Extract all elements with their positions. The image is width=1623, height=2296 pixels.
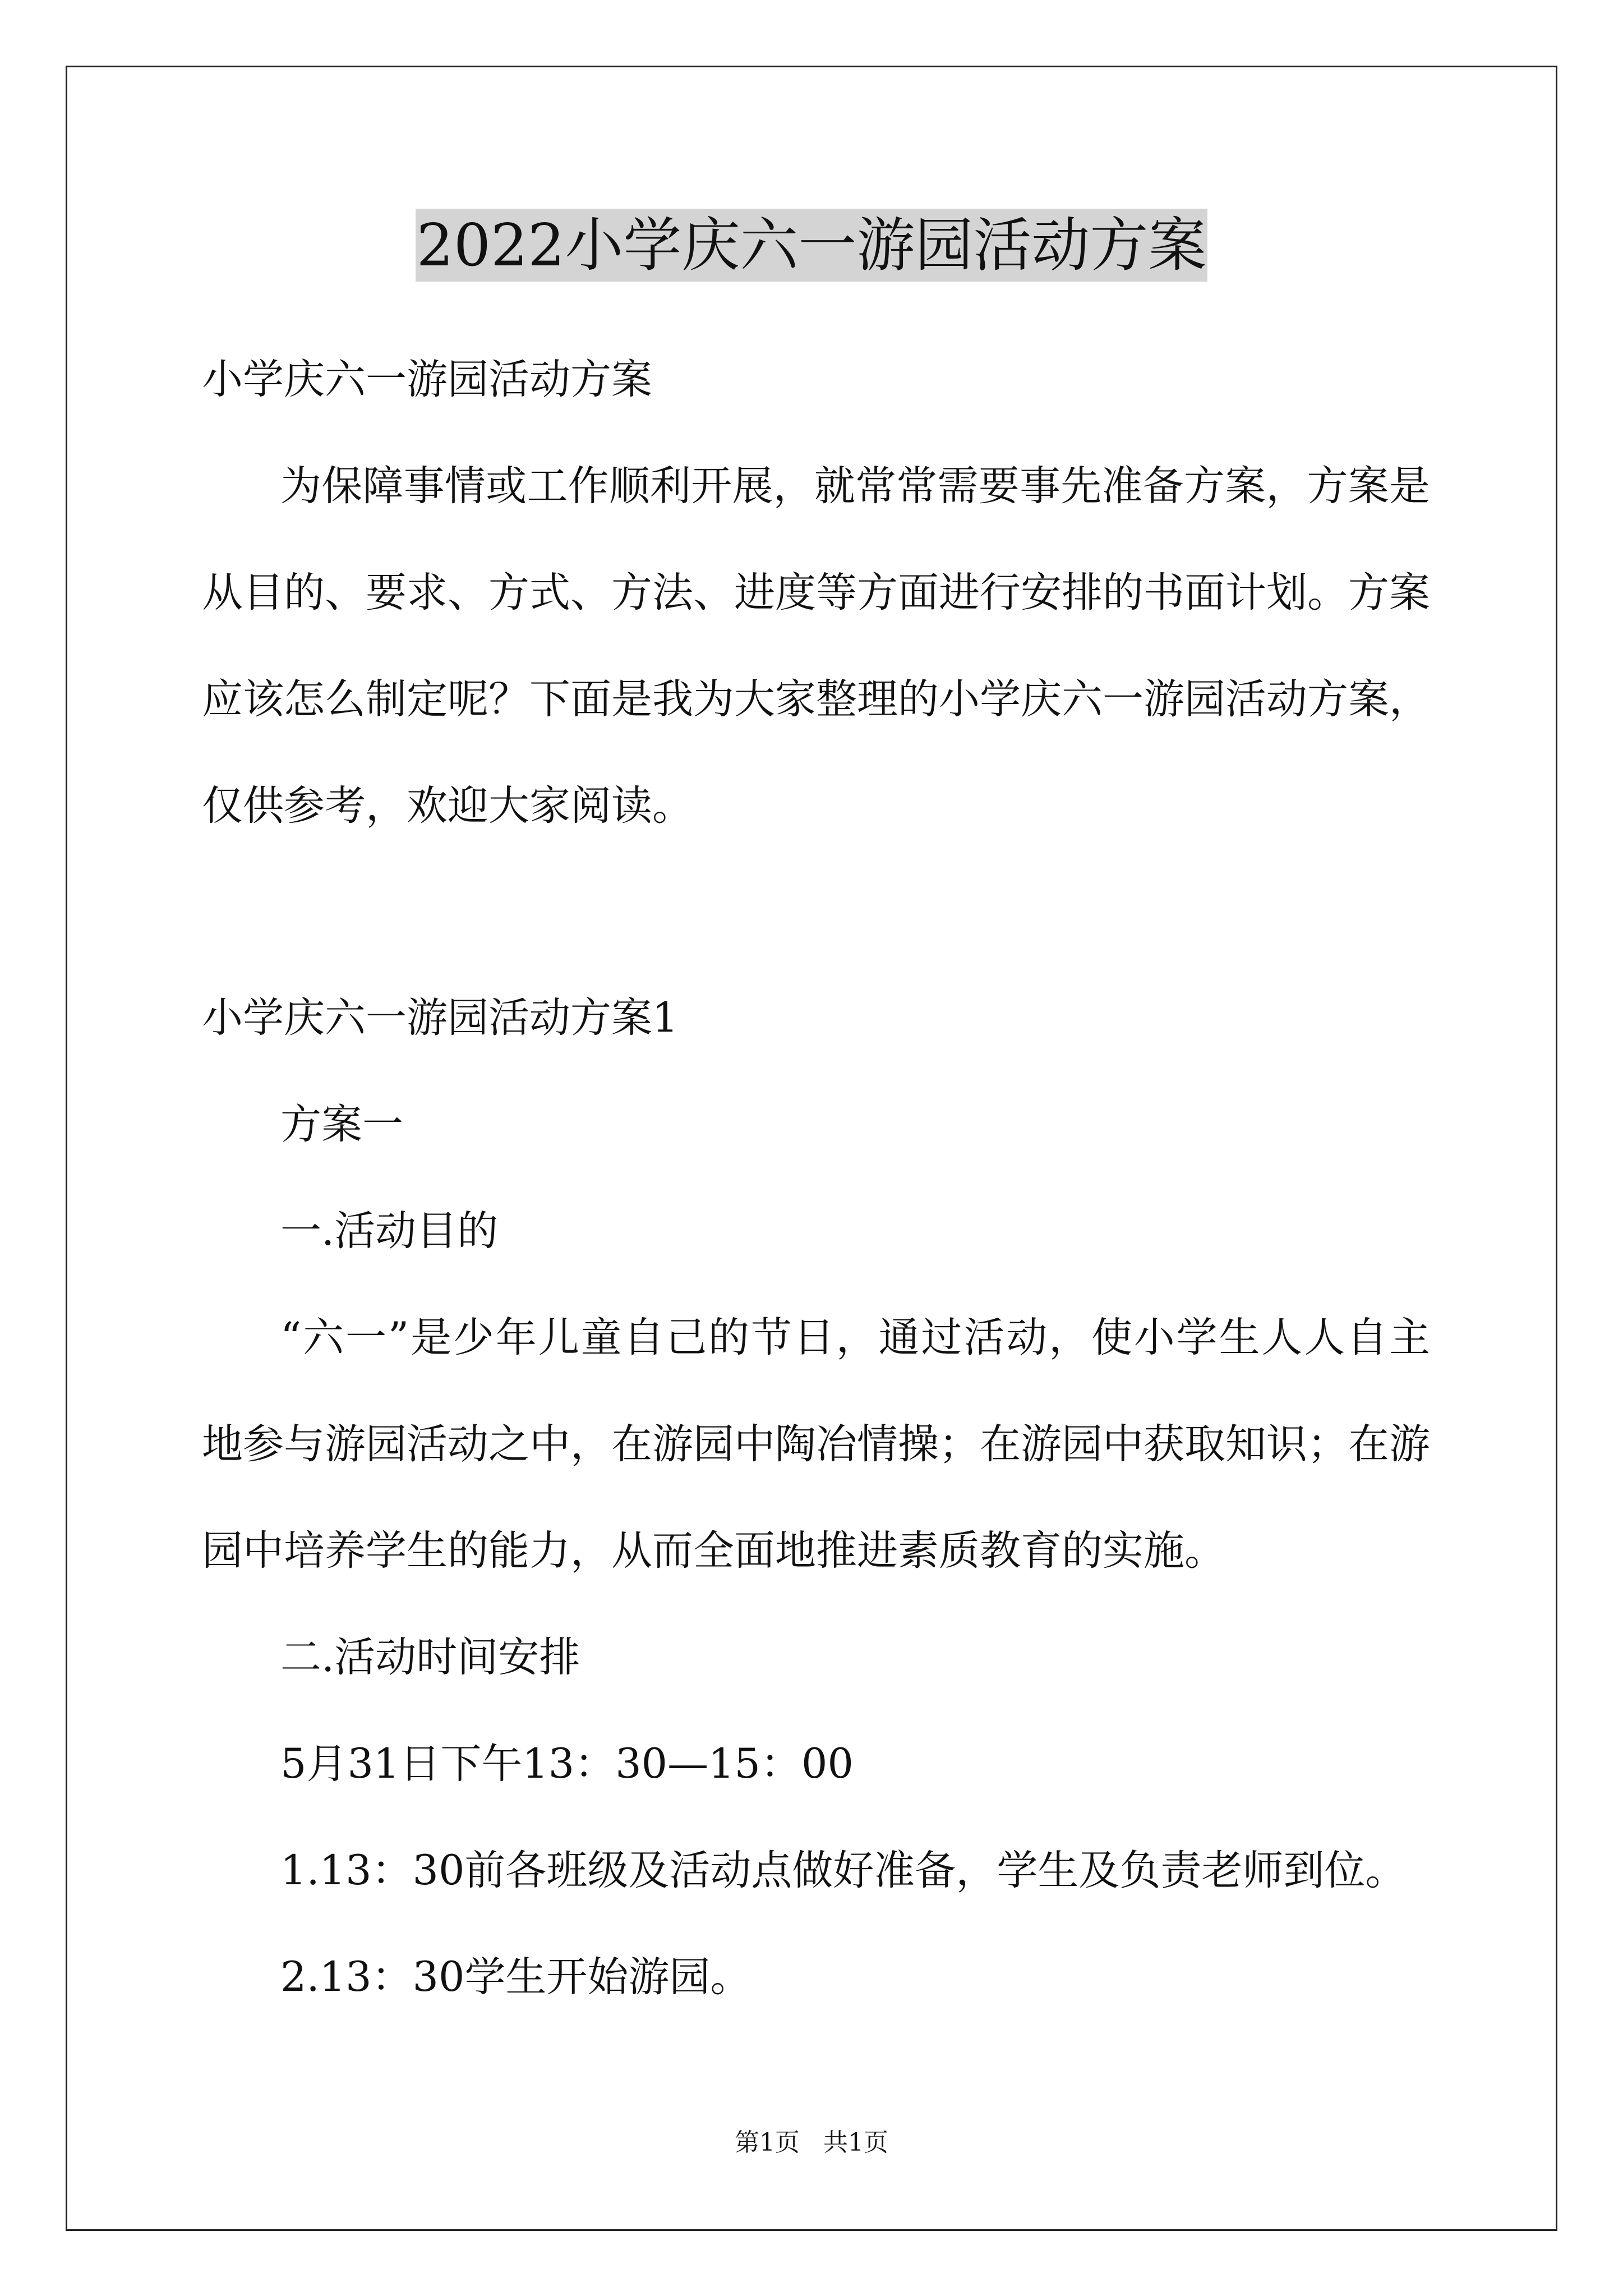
purpose-line-3: 园中培养学生的能力，从而全面地推进素质教育的实施。	[202, 1527, 1225, 1575]
intro-line-2: 从目的、要求、方式、方法、进度等方面进行安排的书面计划。方案	[202, 569, 1430, 616]
page-footer: 第1页 共1页	[735, 2128, 888, 2157]
purpose-line-1: “六一”是少年儿童自己的节日，通过活动，使小学生人人自主	[280, 1314, 1430, 1361]
intro-line-4: 仅供参考，欢迎大家阅读。	[202, 782, 693, 830]
section-title: 小学庆六一游园活动方案1	[202, 994, 679, 1042]
heading-schedule: 二.活动时间安排	[280, 1634, 580, 1681]
document-subtitle: 小学庆六一游园活动方案	[202, 356, 652, 403]
intro-line-3: 应该怎么制定呢？下面是我为大家整理的小学庆六一游园活动方案，	[202, 675, 1430, 723]
title-container	[0, 209, 1623, 282]
heading-purpose: 一.活动目的	[280, 1207, 499, 1255]
schedule-item-2: 2.13：30学生开始游园。	[280, 1953, 751, 2001]
document-title: 2022小学庆六一游园活动方案	[416, 209, 1208, 282]
intro-line-1: 为保障事情或工作顺利开展，就常常需要事先准备方案，方案是	[280, 462, 1430, 510]
purpose-line-2: 地参与游园活动之中，在游园中陶冶情操；在游园中获取知识；在游	[202, 1420, 1430, 1468]
plan-label: 方案一	[280, 1101, 403, 1148]
time-line: 5月31日下午13：30—15：00	[280, 1740, 854, 1788]
schedule-item-1: 1.13：30前各班级及活动点做好准备，学生及负责老师到位。	[280, 1847, 1407, 1894]
